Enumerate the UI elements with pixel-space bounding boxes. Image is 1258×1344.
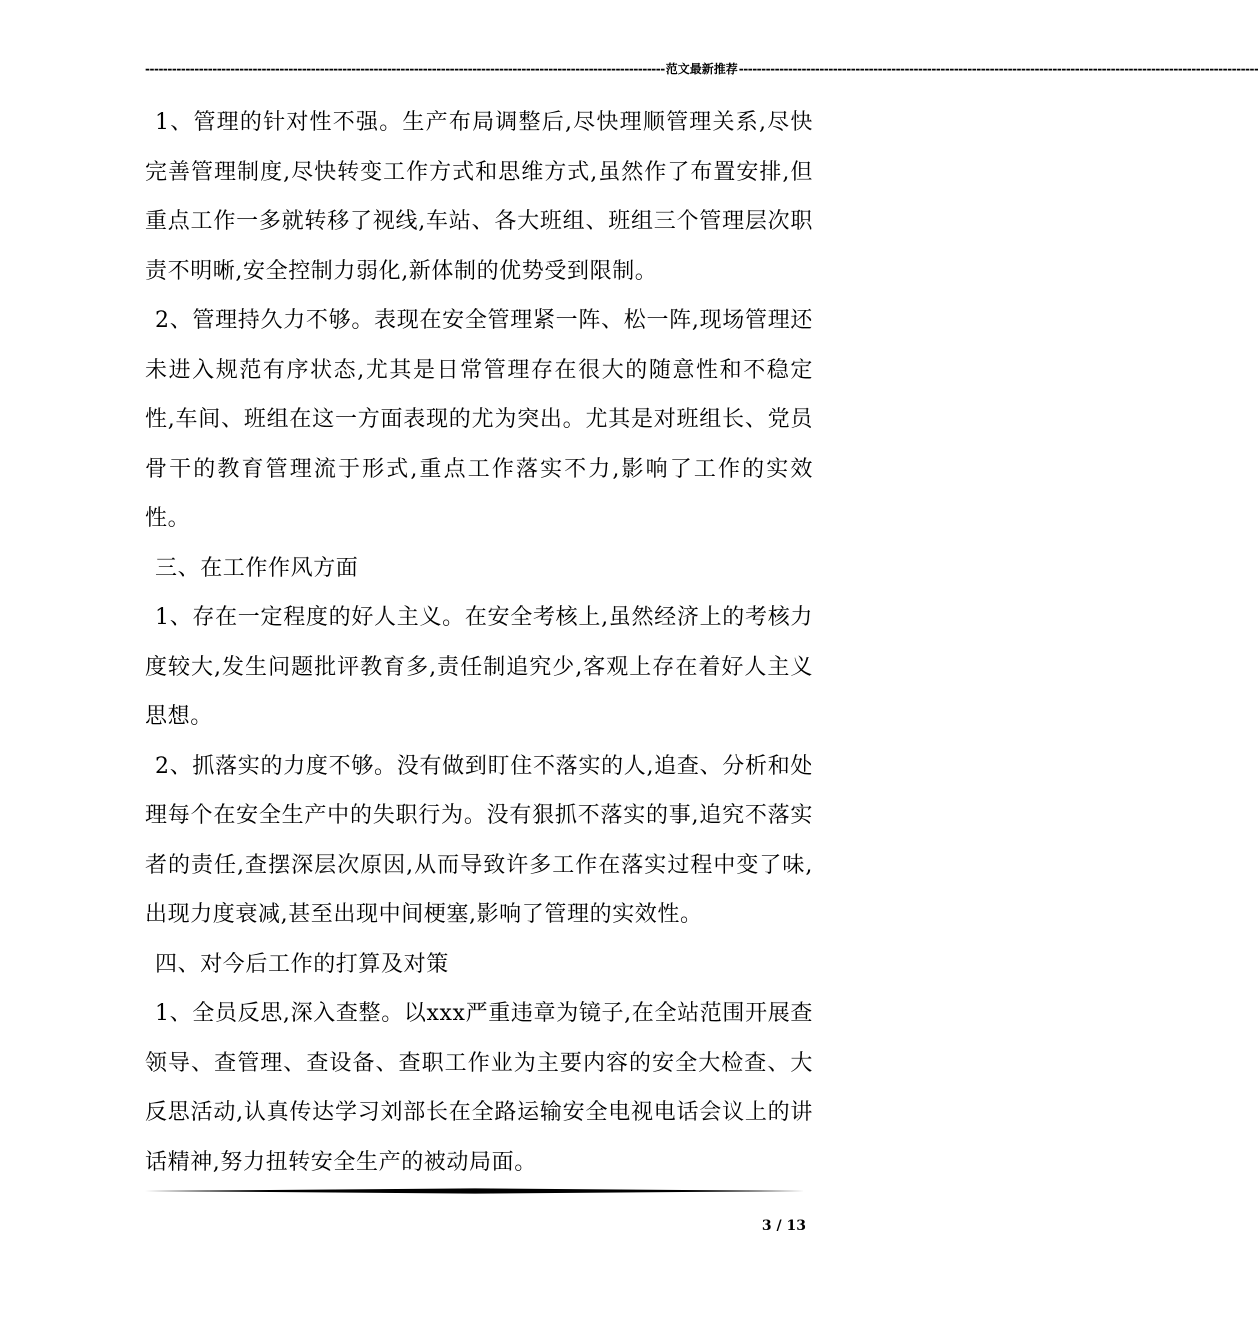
- page-number-separator: /: [776, 1218, 782, 1234]
- footer-divider: [145, 1188, 805, 1194]
- page-number-total: 13: [786, 1218, 806, 1234]
- paragraph-management-persistence: 2、管理持久力不够。表现在安全管理紧一阵、松一阵,现场管理还未进入规范有序状态,尤其是日常管理存在很大的随意性和不稳定性,车间、班组在这一方面表现的尤为突出。尤其是对班组长、党员骨干的教育管理流于形式,重点工作落实不力,影响了工作的实效性。: [145, 308, 813, 531]
- paragraph-implementation-strength: 2、抓落实的力度不够。没有做到盯住不落实的人,追查、分析和处理每个在安全生产中的失职行为。没有狠抓不落实的事,追究不落实者的责任,查摆深层次原因,从而导致许多工作在落实过程中变了味,出现力度衰减,甚至出现中间梗塞,影响了管理的实效性。: [145, 753, 813, 927]
- paragraph-management-targeting: 1、管理的针对性不强。生产布局调整后,尽快理顺管理关系,尽快完善管理制度,尽快转变工作方式和思维方式,虽然作了布置安排,但重点工作一多就转移了视线,车站、各大班组、班组三个管理层次职责不明晰,安全控制力弱化,新体制的优势受到限制。: [145, 110, 813, 284]
- header-right-dashes: --------------------------------------------------------------------------------------------------------------------: [738, 62, 1258, 76]
- section-heading-work-style: 三、在工作作风方面: [155, 555, 359, 581]
- page-number-current: 3: [761, 1218, 772, 1234]
- header-title: 范文最新推荐: [665, 62, 738, 76]
- page-header: [145, 58, 1258, 80]
- page-number: [700, 1216, 806, 1236]
- paragraph-reflection-inspection: 1、全员反思,深入查整。以xxx严重违章为镜子,在全站范围开展查领导、查管理、查设备、查职工作业为主要内容的安全大检查、大反思活动,认真传达学习刘部长在全路运输安全电视电话会议上的讲话精神,努力扭转安全生产的被动局面。: [145, 1001, 813, 1175]
- header-left-dashes: --------------------------------------------------------------------------------------------------------------------: [145, 62, 665, 76]
- paragraph-nice-guy-attitude: 1、存在一定程度的好人主义。在安全考核上,虽然经济上的考核力度较大,发生问题批评教育多,责任制追究少,客观上存在着好人主义思想。: [145, 605, 813, 729]
- document-body: [145, 98, 813, 1187]
- section-heading-future-plans: 四、对今后工作的打算及对策: [155, 951, 449, 977]
